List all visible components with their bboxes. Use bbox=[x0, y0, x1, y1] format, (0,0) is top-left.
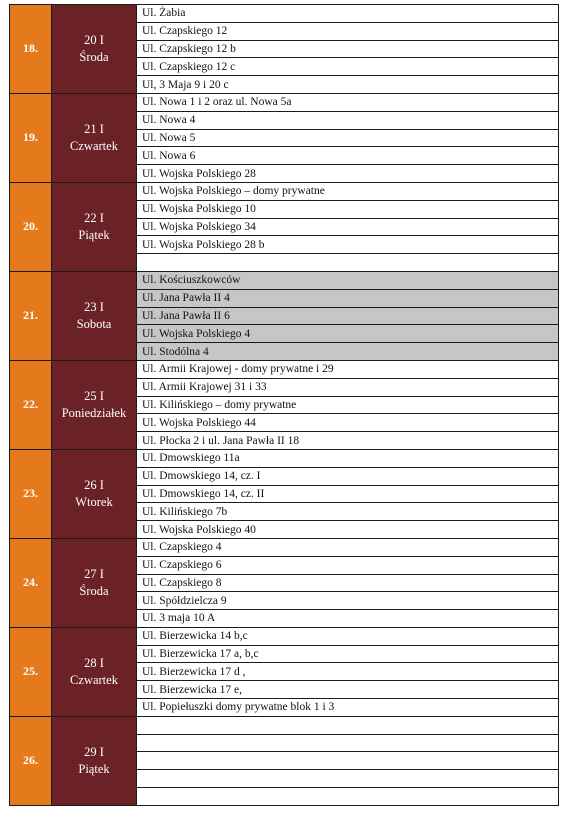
date-cell bbox=[52, 271, 137, 360]
table-row bbox=[10, 449, 559, 467]
street-address: Ul. Wojska Polskiego 28 bbox=[137, 165, 559, 183]
date-cell bbox=[52, 627, 137, 716]
street-address: Ul. Nowa 5 bbox=[137, 129, 559, 147]
street-address: Ul. Stodólna 4 bbox=[137, 343, 559, 361]
date-cell bbox=[52, 716, 137, 805]
date-day: 22 I bbox=[84, 210, 104, 225]
date-weekday: Piątek bbox=[78, 227, 110, 242]
table-row bbox=[10, 271, 559, 289]
street-address: Ul. Armii Krajowej 31 i 33 bbox=[137, 378, 559, 396]
street-address bbox=[137, 788, 559, 806]
street-address: Ul. Płocka 2 i ul. Jana Pawła II 18 bbox=[137, 432, 559, 450]
street-address: Ul. Wojska Polskiego 34 bbox=[137, 218, 559, 236]
street-address: Ul. Bierzewicka 17 a, b,c bbox=[137, 645, 559, 663]
date-weekday: Poniedziałek bbox=[61, 405, 127, 420]
date-cell bbox=[52, 182, 137, 271]
date-cell bbox=[52, 449, 137, 538]
street-address bbox=[137, 254, 559, 272]
street-address: Ul. Czapskiego 12 c bbox=[137, 58, 559, 76]
street-address: Ul. Wojska Polskiego 44 bbox=[137, 414, 559, 432]
date-day: 26 I bbox=[84, 477, 104, 492]
date-weekday: Piątek bbox=[78, 761, 110, 776]
table-row bbox=[10, 360, 559, 378]
table-row bbox=[10, 538, 559, 556]
street-address: Ul. Jana Pawła II 6 bbox=[137, 307, 559, 325]
date-day: 29 I bbox=[84, 744, 104, 759]
street-address: Ul. Popiełuszki domy prywatne blok 1 i 3 bbox=[137, 699, 559, 717]
street-address: Ul. Bierzewicka 17 e, bbox=[137, 681, 559, 699]
entry-number: 21. bbox=[10, 271, 52, 360]
street-address: Ul. Dmowskiego 14, cz. II bbox=[137, 485, 559, 503]
street-address bbox=[137, 752, 559, 770]
date-day: 21 I bbox=[84, 121, 104, 136]
street-address bbox=[137, 770, 559, 788]
date-cell bbox=[52, 93, 137, 182]
street-address: Ul. Bierzewicka 17 d , bbox=[137, 663, 559, 681]
date-day: 20 I bbox=[84, 32, 104, 47]
entry-number: 25. bbox=[10, 627, 52, 716]
street-address: Ul. Bierzewicka 14 b,c bbox=[137, 627, 559, 645]
street-address: Ul. Spółdzielcza 9 bbox=[137, 592, 559, 610]
table-row bbox=[10, 627, 559, 645]
date-weekday: Sobota bbox=[76, 316, 112, 331]
street-address: Ul. Dmowskiego 11a bbox=[137, 449, 559, 467]
street-address: Ul. Czapskiego 12 bbox=[137, 22, 559, 40]
street-address: Ul. Czapskiego 8 bbox=[137, 574, 559, 592]
date-day: 27 I bbox=[84, 566, 104, 581]
date-weekday: Środa bbox=[79, 49, 109, 64]
street-address: Ul. Nowa 4 bbox=[137, 111, 559, 129]
table-row bbox=[10, 716, 559, 734]
table-row bbox=[10, 182, 559, 200]
street-address: Ul. Wojska Polskiego 28 b bbox=[137, 236, 559, 254]
street-address: Ul. Żabia bbox=[137, 5, 559, 23]
table-row bbox=[10, 93, 559, 111]
street-address: Ul. Czapskiego 12 b bbox=[137, 40, 559, 58]
collection-schedule-table bbox=[9, 4, 559, 806]
street-address: Ul. 3 maja 10 A bbox=[137, 610, 559, 628]
date-weekday: Środa bbox=[79, 583, 109, 598]
date-day: 25 I bbox=[84, 388, 104, 403]
street-address: Ul. Czapskiego 4 bbox=[137, 538, 559, 556]
entry-number: 19. bbox=[10, 93, 52, 182]
street-address: Ul. Wojska Polskiego – domy prywatne bbox=[137, 182, 559, 200]
street-address: Ul. Wojska Polskiego 10 bbox=[137, 200, 559, 218]
entry-number: 22. bbox=[10, 360, 52, 449]
date-weekday: Czwartek bbox=[70, 672, 118, 687]
date-cell bbox=[52, 5, 137, 94]
street-address: Ul. Nowa 6 bbox=[137, 147, 559, 165]
entry-number: 18. bbox=[10, 5, 52, 94]
street-address: Ul. Kilińskiego – domy prywatne bbox=[137, 396, 559, 414]
date-day: 28 I bbox=[84, 655, 104, 670]
date-weekday: Czwartek bbox=[70, 138, 118, 153]
entry-number: 26. bbox=[10, 716, 52, 805]
street-address: Ul. Kościuszkowców bbox=[137, 271, 559, 289]
street-address bbox=[137, 734, 559, 752]
street-address: Ul, 3 Maja 9 i 20 c bbox=[137, 76, 559, 94]
street-address: Ul. Dmowskiego 14, cz. I bbox=[137, 467, 559, 485]
street-address: Ul. Armii Krajowej - domy prywatne i 29 bbox=[137, 360, 559, 378]
entry-number: 24. bbox=[10, 538, 52, 627]
street-address bbox=[137, 716, 559, 734]
street-address: Ul. Wojska Polskiego 4 bbox=[137, 325, 559, 343]
date-cell bbox=[52, 538, 137, 627]
entry-number: 23. bbox=[10, 449, 52, 538]
street-address: Ul. Czapskiego 6 bbox=[137, 556, 559, 574]
table-row bbox=[10, 5, 559, 23]
date-day: 23 I bbox=[84, 299, 104, 314]
schedule-body bbox=[10, 5, 559, 806]
street-address: Ul. Kilińskiego 7b bbox=[137, 503, 559, 521]
date-weekday: Wtorek bbox=[75, 494, 113, 509]
street-address: Ul. Jana Pawła II 4 bbox=[137, 289, 559, 307]
street-address: Ul. Wojska Polskiego 40 bbox=[137, 521, 559, 539]
entry-number: 20. bbox=[10, 182, 52, 271]
street-address: Ul. Nowa 1 i 2 oraz ul. Nowa 5a bbox=[137, 93, 559, 111]
date-cell bbox=[52, 360, 137, 449]
